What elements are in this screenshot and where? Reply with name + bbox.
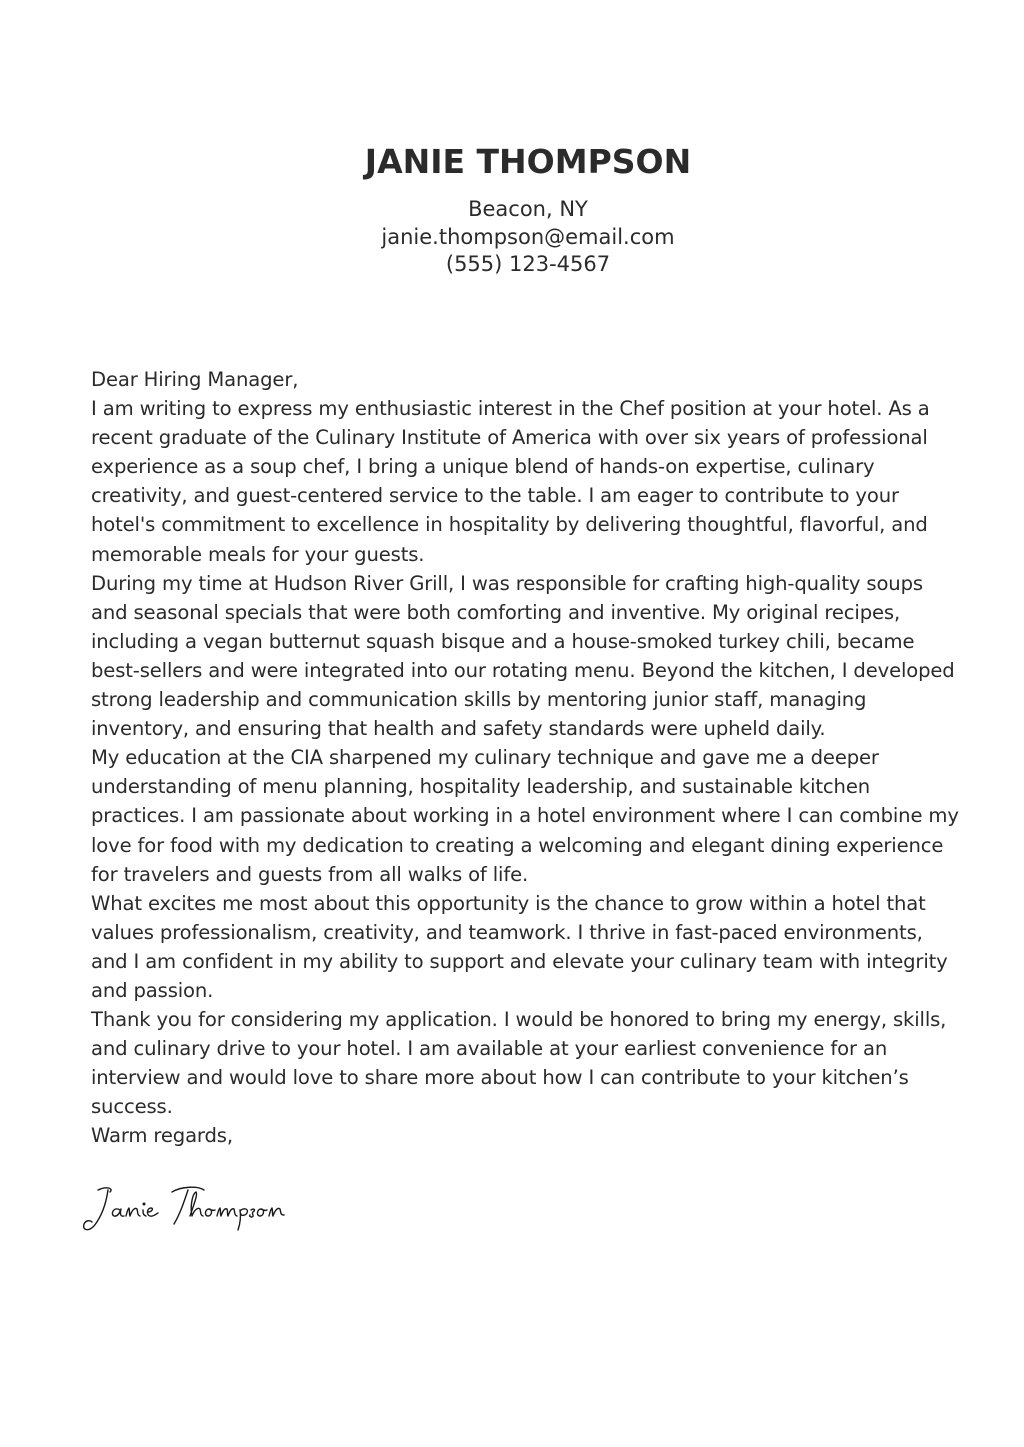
salutation: Dear Hiring Manager, xyxy=(91,368,299,391)
applicant-phone: (555) 123-4567 xyxy=(445,252,611,276)
signature-image xyxy=(80,1180,300,1236)
closing: Warm regards, xyxy=(91,1124,233,1148)
applicant-name: JANIE THOMPSON xyxy=(364,142,692,181)
paragraph-intro: I am writing to express my enthusiastic interest in the Chef position at your hotel. As a recent graduate of the Culinary Institute of America with over six years of professional experience as a soup chef, I bring a unique blend of hands-on expertise, culinary creativity, and guest-centered service to the table. I am eager to contribute to your hotel's commitment to excellence in hospitality by delivering thoughtful, flavorful, and memorable meals for your guests. xyxy=(91,397,930,566)
letter-body xyxy=(91,365,961,1151)
paragraph-motivation: What excites me most about this opportunity is the chance to grow within a hotel that values professionalism, creativity, and teamwork. I thrive in fast-paced environments, and I am confident in my ability to support and elevate your culinary team with integrity and passion. xyxy=(91,891,948,1002)
paragraph-closing-thanks: Thank you for considering my application. I would be honored to bring my energy, skills, and culinary drive to your hotel. I am available at your earliest convenience for an interview and would love to share more about how I can contribute to your kitchen’s success. xyxy=(91,1008,947,1119)
applicant-location: Beacon, NY xyxy=(468,197,588,221)
paragraph-education: My education at the CIA sharpened my culinary technique and gave me a deeper understanding of menu planning, hospitality leadership, and sustainable kitchen practices. I am passionate about working in a hotel environment where I can combine my love for food with my dedication to creating a welcoming and elegant dining experience for travelers and guests from all walks of life. xyxy=(91,746,959,886)
applicant-email: janie.thompson@email.com xyxy=(381,224,675,249)
letter-header xyxy=(0,140,1024,279)
paragraph-experience: During my time at Hudson River Grill, I was responsible for crafting high-quality soups and seasonal specials that were both comforting and inventive. My original recipes, including a vegan butternut squash bisque and a house-smoked turkey chili, became best-sellers and were integrated into our rotating menu. Beyond the kitchen, I developed strong leadership and communication skills by mentoring junior staff, managing inventory, and ensuring that health and safety standards were upheld daily. xyxy=(91,571,955,741)
